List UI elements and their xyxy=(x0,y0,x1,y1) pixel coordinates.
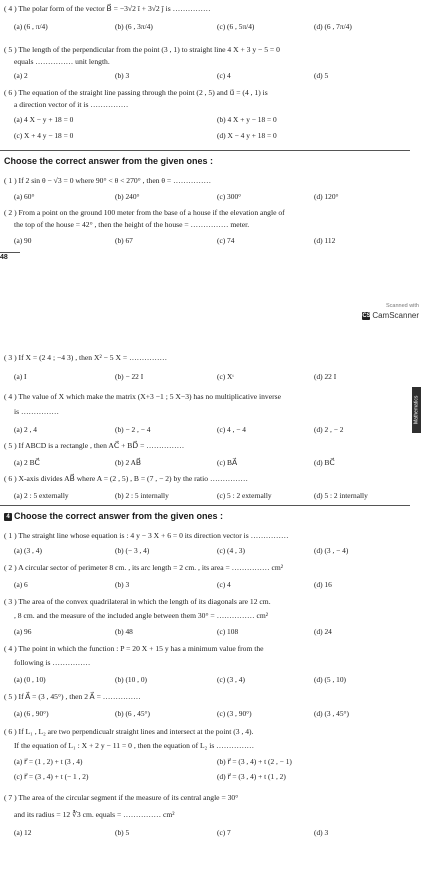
s2-question-3-stem: ( 3 ) The area of the convex quadrilateral in which the length of its diagonals are 12 cm. xyxy=(4,597,271,606)
option-d[interactable]: (d) 3 xyxy=(314,828,329,837)
option-d[interactable]: (d) 112 xyxy=(314,236,336,245)
option-b[interactable]: (b) 2 : 5 internally xyxy=(115,491,169,500)
option-b[interactable]: (b) 67 xyxy=(115,236,133,245)
option-b[interactable]: (b) 2 AB⃗ xyxy=(115,458,142,467)
question-2-stem: ( 2 ) From a point on the ground 100 meter from the base of a house if the elevation angle of xyxy=(4,208,285,217)
s2-question-3-stem-cont: , 8 cm. and the measure of the included angle between them 30° = …………… cm² xyxy=(14,611,269,620)
option-c[interactable]: (c) BA⃗ xyxy=(217,458,238,467)
option-d[interactable]: (d) 22 I xyxy=(314,372,337,381)
option-c[interactable]: (c) r⃗ = (3 , 4) + t (− 1 , 2) xyxy=(14,772,89,781)
option-a[interactable]: (a) 2 xyxy=(14,71,28,80)
option-c[interactable]: (c) 4 xyxy=(217,580,231,589)
option-d[interactable]: (d) (6 , 7π/4) xyxy=(314,22,352,31)
option-c[interactable]: (c) 7 xyxy=(217,828,231,837)
question-5-stem: ( 5 ) If ABCD is a rectangle , then AC⃗ + BD⃗ = …………… xyxy=(4,441,185,450)
option-c[interactable]: (c) 300° xyxy=(217,192,242,201)
option-b[interactable]: (b) 3 xyxy=(115,580,130,589)
option-c[interactable]: (c) (6 , 5π/4) xyxy=(217,22,255,31)
subject-side-tab: Mathematics xyxy=(412,387,421,433)
scanner-brand xyxy=(362,311,419,320)
option-b[interactable]: (b) 4 X + y − 18 = 0 xyxy=(217,115,277,124)
scanner-caption: Scanned with xyxy=(385,303,419,309)
question-1-stem: ( 1 ) If 2 sin θ − √3 = 0 where 90° < θ < 270° , then θ = …………… xyxy=(4,176,212,185)
option-a[interactable]: (a) 4 X − y + 18 = 0 xyxy=(14,115,74,124)
option-d[interactable]: (d) (3 , 45°) xyxy=(314,709,349,718)
option-d[interactable]: (d) 120° xyxy=(314,192,339,201)
option-a[interactable]: (a) 96 xyxy=(14,627,32,636)
s2-question-7-stem-cont: and its radius = 12 ∛3 cm. equals = …………… cm² xyxy=(14,810,175,819)
option-d[interactable]: (d) (3 , − 4) xyxy=(314,546,349,555)
option-b[interactable]: (b) 3 xyxy=(115,71,130,80)
option-b[interactable]: (b) 240° xyxy=(115,192,140,201)
option-c[interactable]: (c) (4 , 3) xyxy=(217,546,245,555)
option-d[interactable]: (d) 16 xyxy=(314,580,332,589)
divider xyxy=(0,505,410,506)
option-a[interactable]: (a) 2 : 5 externally xyxy=(14,491,69,500)
option-c[interactable]: (c) 74 xyxy=(217,236,235,245)
question-2-stem-cont: the top of the house = 42° , then the height of the house = …………… meter. xyxy=(14,220,250,229)
question-5-stem: ( 5 ) The length of the perpendicular from the point (3 , 1) to straight line 4 X + 3 y − 5 = 0 xyxy=(4,45,280,54)
s2-question-6-stem-cont: If the equation of L₁ : X + 2 y − 11 = 0 , then the equation of L₂ is …………… xyxy=(14,741,255,750)
page-number-rule xyxy=(0,252,20,253)
option-a[interactable]: (a) 6 xyxy=(14,580,28,589)
option-a[interactable]: (a) (3 , 4) xyxy=(14,546,42,555)
option-b[interactable]: (b) 5 xyxy=(115,828,130,837)
option-d[interactable]: (d) X − 4 y + 18 = 0 xyxy=(217,131,277,140)
option-b[interactable]: (b) (6 , 45°) xyxy=(115,709,150,718)
option-b[interactable]: (b) − 2 , − 4 xyxy=(115,425,151,434)
option-d[interactable]: (d) 5 xyxy=(314,71,329,80)
question-4-stem: ( 4 ) The value of X which make the matrix (X+3 −1 ; 5 X−3) has no multiplicative inverse xyxy=(4,392,281,401)
question-4-stem-cont: is …………… xyxy=(14,407,59,416)
option-a[interactable]: (a) (6 , 90°) xyxy=(14,709,49,718)
section-2-title xyxy=(4,511,223,522)
option-a[interactable]: (a) (6 , π/4) xyxy=(14,22,48,31)
option-c[interactable]: (c) 4 , − 4 xyxy=(217,425,246,434)
question-number-badge: 4 xyxy=(4,513,12,521)
question-6-stem: ( 6 ) The equation of the straight line passing through the point (2 , 5) and u⃗ = (4 , 1) is xyxy=(4,88,268,97)
option-b[interactable]: (b) (− 3 , 4) xyxy=(115,546,150,555)
s2-question-7-stem: ( 7 ) The area of the circular segment if the measure of its central angle = 30° xyxy=(4,793,239,802)
option-a[interactable]: (a) I xyxy=(14,372,27,381)
s2-question-2-stem: ( 2 ) A circular sector of perimeter 8 cm. , its arc length = 2 cm. , its area = …………… cm² xyxy=(4,563,284,572)
option-c[interactable]: (c) 108 xyxy=(217,627,239,636)
option-c[interactable]: (c) 4 xyxy=(217,71,231,80)
option-b[interactable]: (b) (10 , 0) xyxy=(115,675,148,684)
scanner-brand-label: CamScanner xyxy=(372,311,419,320)
option-a[interactable]: (a) 90 xyxy=(14,236,32,245)
option-d[interactable]: (d) 2 , − 2 xyxy=(314,425,344,434)
option-c[interactable]: (c) (3 , 90°) xyxy=(217,709,252,718)
section-2-title-text: Choose the correct answer from the given ones : xyxy=(14,511,224,521)
option-c[interactable]: (c) 5 : 2 externally xyxy=(217,491,272,500)
question-6-stem-cont: a direction vector of it is …………… xyxy=(14,100,129,109)
option-b[interactable]: (b) 48 xyxy=(115,627,133,636)
question-5-stem-cont: equals …………… unit length. xyxy=(14,57,110,66)
question-6-stem: ( 6 ) X-axis divides AB⃗ where A = (2 , 5) , B = (7 , − 2) by the ratio …………… xyxy=(4,474,248,483)
option-c[interactable]: (c) Xᵗ xyxy=(217,372,234,381)
option-a[interactable]: (a) (0 , 10) xyxy=(14,675,46,684)
divider xyxy=(0,150,410,151)
option-d[interactable]: (d) (5 , 10) xyxy=(314,675,347,684)
question-4-stem: ( 4 ) The polar form of the vector B⃗ = −3√2 î + 3√2 ĵ is …………… xyxy=(4,4,211,13)
page-number: 48 xyxy=(0,254,8,261)
option-d[interactable]: (d) 24 xyxy=(314,627,332,636)
option-d[interactable]: (d) r⃗ = (3 , 4) + t (1 , 2) xyxy=(217,772,286,781)
s2-question-4-stem: ( 4 ) The point in which the function : P = 20 X + 15 y has a minimum value from the xyxy=(4,644,264,653)
s2-question-5-stem: ( 5 ) If A⃗ = (3 , 45°) , then 2 A⃗ = …………… xyxy=(4,692,141,701)
camscanner-icon: CS xyxy=(362,312,371,319)
s2-question-1-stem: ( 1 ) The straight line whose equation is : 4 y − 3 X + 6 = 0 its direction vector is …………… xyxy=(4,531,289,540)
section-title: Choose the correct answer from the given ones : xyxy=(4,156,214,166)
option-d[interactable]: (d) 5 : 2 internally xyxy=(314,491,368,500)
option-b[interactable]: (b) − 22 I xyxy=(115,372,144,381)
s2-question-6-stem: ( 6 ) If L₁ , L₂ are two perpendicualr straight lines and intersect at the point (3 , 4). xyxy=(4,727,254,736)
option-a[interactable]: (a) 12 xyxy=(14,828,32,837)
option-a[interactable]: (a) 2 BC⃗ xyxy=(14,458,40,467)
option-a[interactable]: (a) r⃗ = (1 , 2) + t (3 , 4) xyxy=(14,757,83,766)
option-b[interactable]: (b) (6 , 3π/4) xyxy=(115,22,153,31)
question-3-stem: ( 3 ) If X = (2 4 ; −4 3) , then X² − 5 X = …………… xyxy=(4,353,168,362)
option-c[interactable]: (c) X + 4 y − 18 = 0 xyxy=(14,131,74,140)
option-d[interactable]: (d) BC⃗ xyxy=(314,458,335,467)
s2-question-4-stem-cont: following is …………… xyxy=(14,658,91,667)
option-a[interactable]: (a) 60° xyxy=(14,192,35,201)
option-c[interactable]: (c) (3 , 4) xyxy=(217,675,245,684)
option-a[interactable]: (a) 2 , 4 xyxy=(14,425,37,434)
option-b[interactable]: (b) r⃗ = (3 , 4) + t (2 , − 1) xyxy=(217,757,292,766)
